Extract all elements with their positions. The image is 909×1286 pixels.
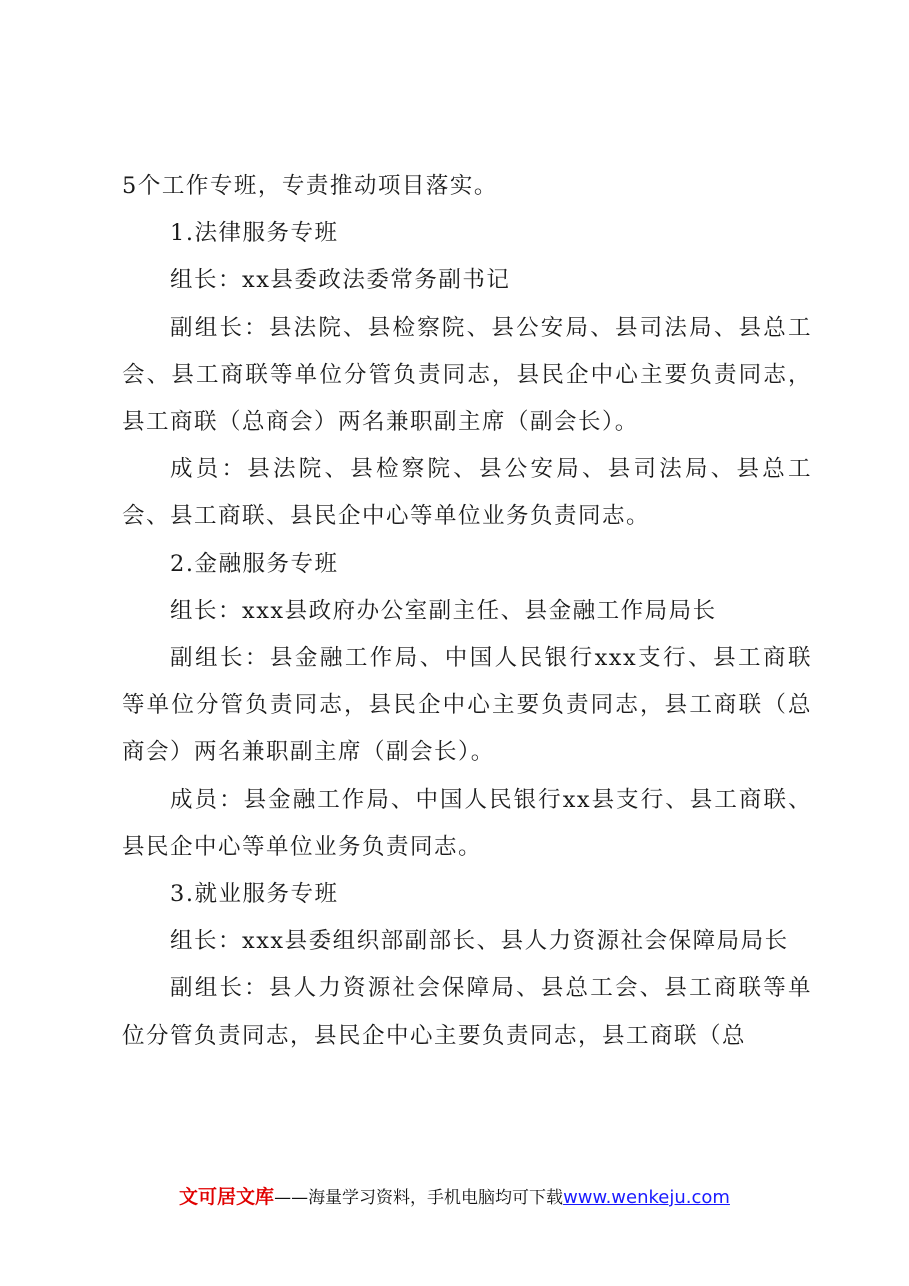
- footer-brand: 文可居文库: [179, 1186, 275, 1208]
- paragraph-finance-deputy: 副组长：县金融工作局、中国人民银行xxx支行、县工商联等单位分管负责同志，县民企中心主要负责同志，县工商联（总商会）两名兼职副主席（副会长）。: [122, 645, 812, 766]
- footer-tagline: ——海量学习资料，手机电脑均可下载: [274, 1188, 564, 1208]
- paragraph-employment-leader: 组长：xxx县委组织部副部长、县人力资源社会保障局局长: [170, 928, 789, 955]
- paragraph-legal-deputy: 副组长：县法院、县检察院、县公安局、县司法局、县总工会、县工商联等单位分管负责同志，县民企中心主要负责同志，县工商联（总商会）两名兼职副主席（副会长）。: [122, 314, 812, 436]
- paragraph-finance-leader: 组长：xxx县政府办公室副主任、县金融工作局局长: [170, 597, 717, 624]
- section-heading-legal: 1.法律服务专班: [170, 220, 339, 247]
- paragraph-legal-leader: 组长：xx县委政法委常务副书记: [170, 267, 511, 294]
- section-heading-employment: 3.就业服务专班: [170, 881, 339, 908]
- paragraph-legal-members: 成员：县法院、县检察院、县公安局、县司法局、县总工会、县工商联、县民企中心等单位业务负责同志。: [122, 456, 812, 530]
- paragraph-employment-deputy: 副组长：县人力资源社会保障局、县总工会、县工商联等单位分管负责同志，县民企中心主要负责同志，县工商联（总: [122, 975, 812, 1049]
- paragraph-intro: 5个工作专班，专责推动项目落实。: [122, 173, 498, 199]
- document-body: [122, 163, 812, 1060]
- footer-site-link[interactable]: www.wenkeju.com: [563, 1187, 730, 1208]
- footer-banner: [0, 1182, 909, 1212]
- section-heading-finance: 2.金融服务专班: [170, 550, 339, 577]
- paragraph-finance-members: 成员：县金融工作局、中国人民银行xx县支行、县工商联、县民企中心等单位业务负责同志。: [122, 786, 812, 860]
